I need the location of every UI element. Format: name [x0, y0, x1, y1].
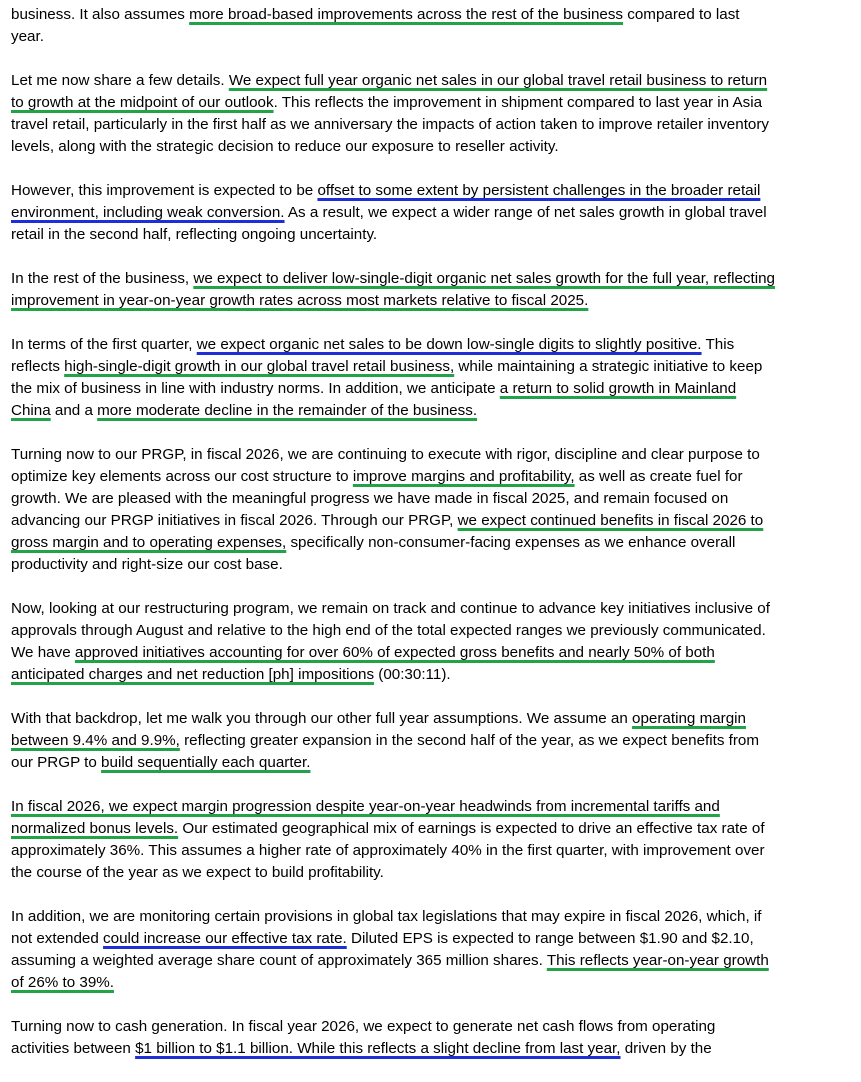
text-line: [11, 400, 846, 422]
plain-text: . This reflects the improvement in shipment compared to last year in Asia: [273, 94, 763, 111]
text-line: [11, 92, 846, 114]
text-line: [11, 488, 846, 510]
plain-text: This: [701, 336, 735, 353]
green-underlined-text: approved initiatives accounting for over 60% of expected gross benefits and nearly 50% of both: [74, 644, 715, 661]
text-line: [11, 818, 846, 840]
plain-text: growth. We are pleased with the meaningful progress we have made in fiscal 2025, and remain focused on: [11, 490, 729, 507]
green-underlined-text: In fiscal 2026, we expect margin progression despite year-on-year headwinds from incremental tariffs and: [11, 798, 720, 815]
plain-text: as well as create fuel for: [574, 468, 743, 485]
text-line: [11, 532, 846, 554]
text-line: [11, 620, 846, 642]
green-underlined-text: we expect continued benefits in fiscal 2026 to: [457, 512, 764, 529]
text-line: [11, 224, 846, 246]
text-line: [11, 862, 846, 884]
text-line: [11, 906, 846, 928]
green-underlined-text: operating margin: [632, 710, 747, 727]
plain-text: travel retail, particularly in the first half as we anniversary the impacts of action taken to improve retailer inventory: [11, 116, 770, 133]
green-underlined-text: between 9.4% and 9.9%,: [11, 732, 180, 749]
text-line: [11, 466, 846, 488]
plain-text: specifically non-consumer-facing expenses as we enhance overall: [286, 534, 736, 551]
plain-text: productivity and right-size our cost base.: [11, 556, 283, 573]
text-line: [11, 114, 846, 136]
text-line: [11, 642, 846, 664]
plain-text: Turning now to our PRGP, in fiscal 2026, we are continuing to execute with rigor, discipline and clear purpose to: [11, 446, 760, 463]
text-line: [11, 290, 846, 312]
text-line: [11, 510, 846, 532]
plain-text: approvals through August and relative to the high end of the total expected ranges we previously communicated.: [11, 622, 766, 639]
green-underlined-text: We expect full year organic net sales in our global travel retail business to return: [228, 72, 768, 89]
green-underlined-text: China: [11, 402, 51, 419]
plain-text: In the rest of the business,: [11, 270, 194, 287]
plain-text: Now, looking at our restructuring program, we remain on track and continue to advance key initiatives inclusive of: [11, 600, 770, 617]
paragraph: [11, 180, 846, 246]
plain-text: assuming a weighted average share count of approximately 365 million shares.: [11, 952, 547, 969]
plain-text: compared to last: [623, 6, 740, 23]
transcript-document: [11, 4, 846, 1082]
text-line: [11, 708, 846, 730]
paragraph: [11, 444, 846, 576]
text-line: [11, 268, 846, 290]
plain-text: while maintaining a strategic initiative to keep: [454, 358, 763, 375]
paragraph: [11, 268, 846, 312]
blue-underlined-text: $1 billion to $1.1 billion. While this reflects a slight decline from last year,: [135, 1040, 621, 1057]
text-line: [11, 840, 846, 862]
plain-text: Turning now to cash generation. In fiscal year 2026, we expect to generate net cash flows from operating: [11, 1018, 716, 1035]
plain-text: the mix of business in line with industry norms. In addition, we anticipate: [11, 380, 500, 397]
plain-text: Diluted EPS is expected to range between $1.90 and $2.10,: [346, 930, 754, 947]
text-line: [11, 334, 846, 356]
green-underlined-text: improve margins and profitability,: [352, 468, 575, 485]
text-line: [11, 730, 846, 752]
plain-text: levels, along with the strategic decision to reduce our exposure to reseller activity.: [11, 138, 559, 155]
text-line: [11, 664, 846, 686]
plain-text: retail in the second half, reflecting ongoing uncertainty.: [11, 226, 378, 243]
paragraph: [11, 70, 846, 158]
paragraph: [11, 708, 846, 774]
blue-underlined-text: environment, including weak conversion.: [11, 204, 285, 221]
text-line: [11, 1016, 846, 1038]
text-line: [11, 796, 846, 818]
plain-text: optimize key elements across our cost structure to: [11, 468, 353, 485]
green-underlined-text: improvement in year-on-year growth rates across most markets relative to fiscal 2025.: [11, 292, 589, 309]
plain-text: With that backdrop, let me walk you through our other full year assumptions. We assume an: [11, 710, 633, 727]
green-underlined-text: high-single-digit growth in our global travel retail business,: [64, 358, 455, 375]
green-underlined-text: we expect to deliver low-single-digit organic net sales growth for the full year, reflecting: [193, 270, 775, 287]
text-line: [11, 444, 846, 466]
plain-text: As a result, we expect a wider range of net sales growth in global travel: [284, 204, 767, 221]
plain-text: reflects: [11, 358, 65, 375]
text-line: [11, 356, 846, 378]
plain-text: approximately 36%. This assumes a higher rate of approximately 40% in the first quarter, with improvement over: [11, 842, 765, 859]
paragraph: [11, 4, 846, 48]
paragraph: [11, 796, 846, 884]
text-line: [11, 972, 846, 994]
green-underlined-text: gross margin and to operating expenses,: [11, 534, 287, 551]
plain-text: (00:30:11).: [374, 666, 451, 683]
text-line: [11, 950, 846, 972]
plain-text: reflecting greater expansion in the second half of the year, as we expect benefits from: [179, 732, 760, 749]
paragraph: [11, 906, 846, 994]
plain-text: In terms of the first quarter,: [11, 336, 197, 353]
text-line: [11, 928, 846, 950]
green-underlined-text: anticipated charges and net reduction [ph] impositions: [11, 666, 375, 683]
text-line: [11, 202, 846, 224]
blue-underlined-text: we expect organic net sales to be down low-single digits to slightly positive.: [196, 336, 702, 353]
text-line: [11, 26, 846, 48]
text-line: [11, 180, 846, 202]
plain-text: We have: [11, 644, 75, 661]
green-underlined-text: to growth at the midpoint of our outlook: [11, 94, 274, 111]
paragraph: [11, 334, 846, 422]
plain-text: However, this improvement is expected to be: [11, 182, 318, 199]
plain-text: Let me now share a few details.: [11, 72, 229, 89]
text-line: [11, 4, 846, 26]
plain-text: driven by the: [620, 1040, 712, 1057]
plain-text: year.: [11, 28, 44, 45]
green-underlined-text: of 26% to 39%.: [11, 974, 115, 991]
green-underlined-text: a return to solid growth in Mainland: [499, 380, 737, 397]
plain-text: and a: [50, 402, 98, 419]
blue-underlined-text: could increase our effective tax rate.: [103, 930, 347, 947]
plain-text: not extended: [11, 930, 104, 947]
green-underlined-text: more broad-based improvements across the rest of the business: [189, 6, 624, 23]
plain-text: business. It also assumes: [11, 6, 190, 23]
paragraph: [11, 1016, 846, 1060]
green-underlined-text: This reflects year-on-year growth: [546, 952, 769, 969]
blue-underlined-text: offset to some extent by persistent challenges in the broader retail: [317, 182, 761, 199]
plain-text: our PRGP to: [11, 754, 102, 771]
green-underlined-text: more moderate decline in the remainder of the business.: [97, 402, 478, 419]
plain-text: In addition, we are monitoring certain provisions in global tax legislations that may expire in fiscal 2026, which, if: [11, 908, 762, 925]
plain-text: Our estimated geographical mix of earnings is expected to drive an effective tax rate of: [178, 820, 765, 837]
text-line: [11, 554, 846, 576]
green-underlined-text: normalized bonus levels.: [11, 820, 179, 837]
plain-text: activities between: [11, 1040, 136, 1057]
plain-text: the course of the year as we expect to build profitability.: [11, 864, 384, 881]
text-line: [11, 598, 846, 620]
plain-text: advancing our PRGP initiatives in fiscal 2026. Through our PRGP,: [11, 512, 458, 529]
text-line: [11, 752, 846, 774]
green-underlined-text: build sequentially each quarter.: [101, 754, 311, 771]
text-line: [11, 70, 846, 92]
paragraph: [11, 598, 846, 686]
text-line: [11, 136, 846, 158]
text-line: [11, 1038, 846, 1060]
text-line: [11, 378, 846, 400]
